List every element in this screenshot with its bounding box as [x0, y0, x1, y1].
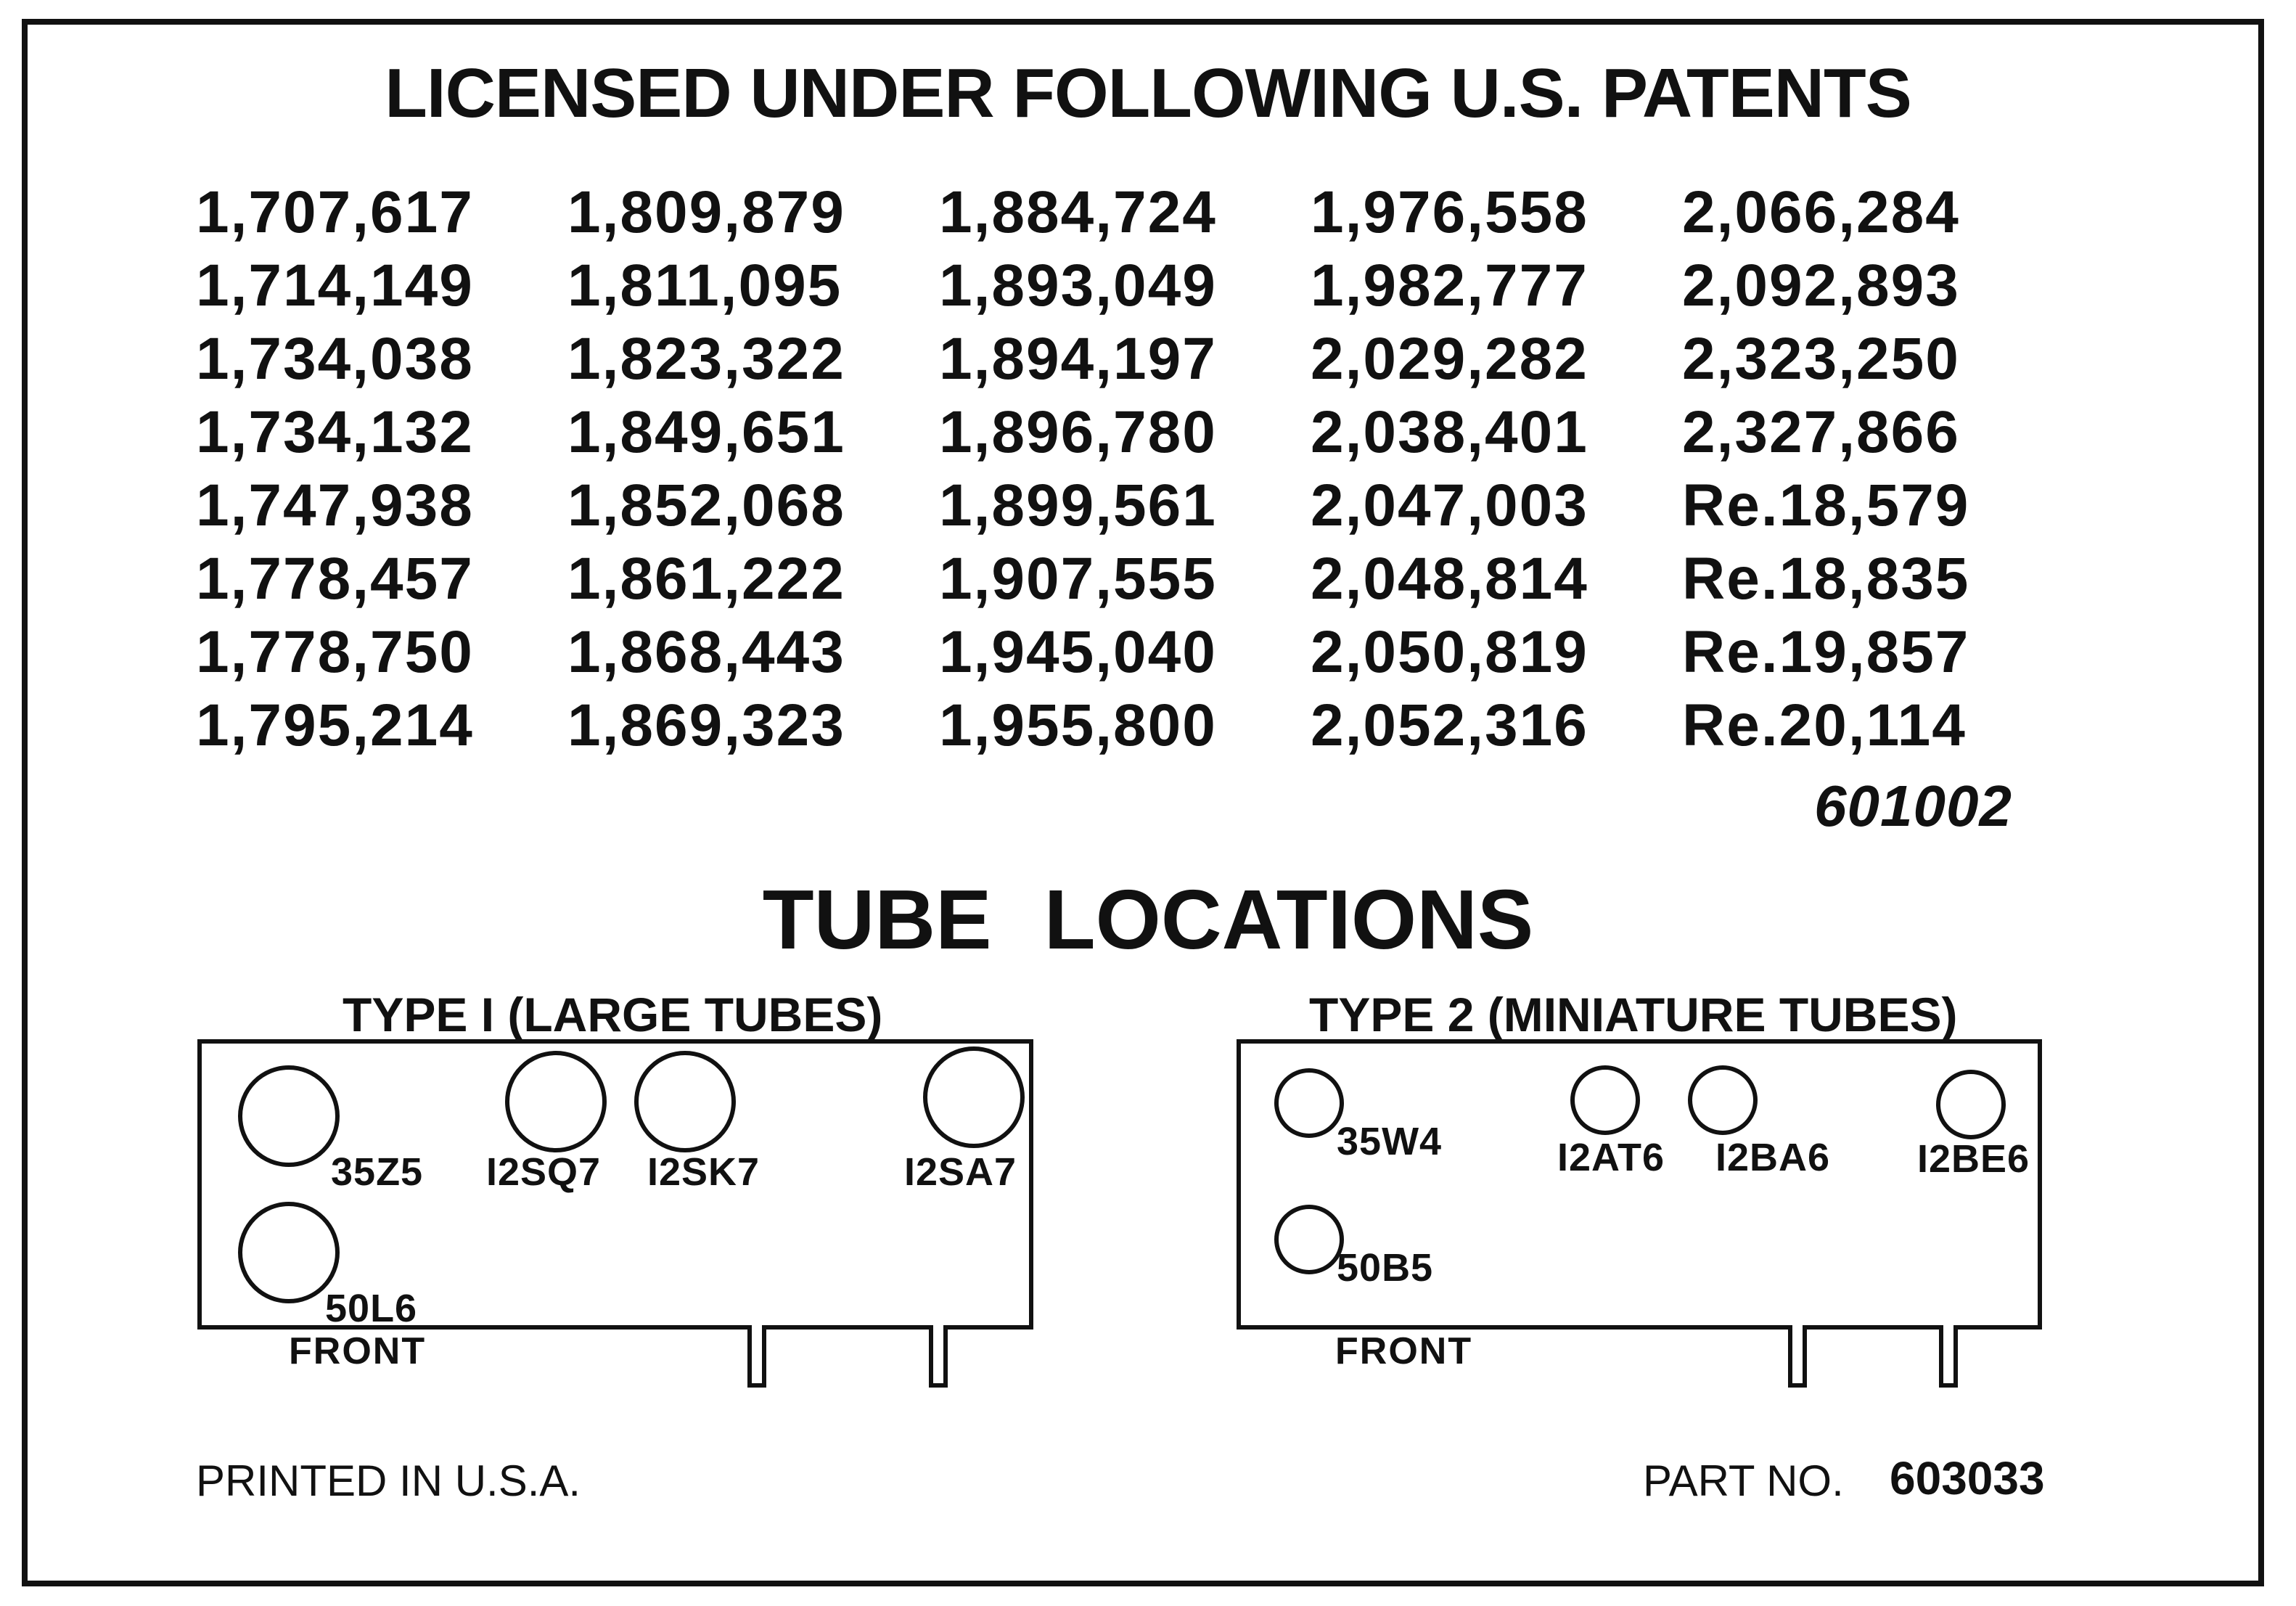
- tube-socket-50l6: [238, 1202, 340, 1303]
- patent-number: 2,323,250: [1682, 326, 1960, 392]
- patent-number: 1,884,724: [939, 179, 1217, 245]
- tube-socket-12sa7: [923, 1046, 1025, 1148]
- patent-number: 2,066,284: [1682, 179, 1960, 245]
- patent-number: 1,811,095: [567, 253, 842, 319]
- patent-list: [196, 179, 2054, 765]
- document-code: 601002: [1814, 774, 2012, 838]
- tube-socket-12be6: [1936, 1070, 2006, 1139]
- tube-locations-heading: TUBE LOCATIONS: [762, 872, 1534, 967]
- type1-peg: [747, 1325, 766, 1388]
- patent-number: 1,982,777: [1311, 253, 1588, 319]
- tube-socket-35z5: [238, 1065, 340, 1167]
- type1-chassis: [197, 1039, 1033, 1330]
- patent-number: 2,029,282: [1311, 326, 1588, 392]
- patent-number: 2,327,866: [1682, 399, 1960, 465]
- patent-number: 1,734,132: [196, 399, 474, 465]
- patent-number: 1,795,214: [196, 692, 474, 758]
- tube-label: 50L6: [325, 1287, 418, 1330]
- patent-number: 1,907,555: [939, 546, 1217, 612]
- patent-number: 1,849,651: [567, 399, 845, 465]
- patent-number: 1,894,197: [939, 326, 1217, 392]
- tube-label: I2AT6: [1557, 1136, 1665, 1179]
- patents-heading: LICENSED UNDER FOLLOWING U.S. PATENTS: [385, 54, 1911, 132]
- tube-socket-12ba6: [1688, 1065, 1758, 1135]
- patent-number: Re.20,114: [1682, 692, 1967, 758]
- patent-number: 1,809,879: [567, 179, 845, 245]
- patent-number: 1,896,780: [939, 399, 1217, 465]
- patent-number: Re.19,857: [1682, 619, 1970, 685]
- patent-number: 1,945,040: [939, 619, 1217, 685]
- tube-label: I2SK7: [647, 1150, 760, 1194]
- patent-number: 2,048,814: [1311, 546, 1588, 612]
- patent-number: 1,823,322: [567, 326, 845, 392]
- patent-number: 1,734,038: [196, 326, 474, 392]
- tube-label: 35Z5: [331, 1150, 424, 1194]
- type2-title: TYPE 2 (MINIATURE TUBES): [1309, 988, 1958, 1041]
- patent-number: 2,052,316: [1311, 692, 1588, 758]
- patent-number: 1,852,068: [567, 472, 845, 538]
- type2-peg: [1939, 1325, 1958, 1388]
- type2-chassis: [1237, 1039, 2042, 1330]
- patent-number: 1,899,561: [939, 472, 1217, 538]
- patent-number: 1,707,617: [196, 179, 474, 245]
- tube-socket-12sk7: [634, 1051, 736, 1152]
- patent-number: 1,868,443: [567, 619, 845, 685]
- type2-front-label: FRONT: [1335, 1330, 1473, 1372]
- tube-label: I2SA7: [904, 1150, 1017, 1194]
- patent-number: 2,047,003: [1311, 472, 1588, 538]
- type2-peg: [1788, 1325, 1807, 1388]
- patent-number: 1,893,049: [939, 253, 1217, 319]
- patent-number: 1,976,558: [1311, 179, 1588, 245]
- tube-label: I2BE6: [1917, 1137, 2030, 1181]
- patent-number: 1,955,800: [939, 692, 1217, 758]
- patent-number: 1,747,938: [196, 472, 474, 538]
- tube-label: I2SQ7: [486, 1150, 602, 1194]
- patent-number: 1,869,323: [567, 692, 845, 758]
- part-number-label: PART NO.: [1643, 1457, 1844, 1505]
- part-number: 603033: [1890, 1452, 2045, 1504]
- tube-socket-50b5: [1274, 1205, 1344, 1274]
- patent-number: Re.18,835: [1682, 546, 1970, 612]
- patent-number: Re.18,579: [1682, 472, 1970, 538]
- tube-label: 50B5: [1337, 1246, 1434, 1290]
- tube-socket-12at6: [1570, 1065, 1640, 1135]
- type1-front-label: FRONT: [289, 1330, 427, 1372]
- tube-label: 35W4: [1337, 1120, 1443, 1163]
- type1-title: TYPE I (LARGE TUBES): [343, 988, 883, 1041]
- type1-peg: [929, 1325, 948, 1388]
- patent-number: 1,778,750: [196, 619, 474, 685]
- patent-number: 2,038,401: [1311, 399, 1588, 465]
- patent-number: 1,778,457: [196, 546, 474, 612]
- patent-number: 1,714,149: [196, 253, 474, 319]
- printed-in-usa: PRINTED IN U.S.A.: [196, 1457, 581, 1505]
- patent-number: 2,092,893: [1682, 253, 1960, 319]
- patent-number: 2,050,819: [1311, 619, 1588, 685]
- tube-socket-12sq7: [505, 1051, 607, 1152]
- patent-number: 1,861,222: [567, 546, 845, 612]
- tube-socket-35w4: [1274, 1068, 1344, 1138]
- tube-label: I2BA6: [1715, 1136, 1831, 1179]
